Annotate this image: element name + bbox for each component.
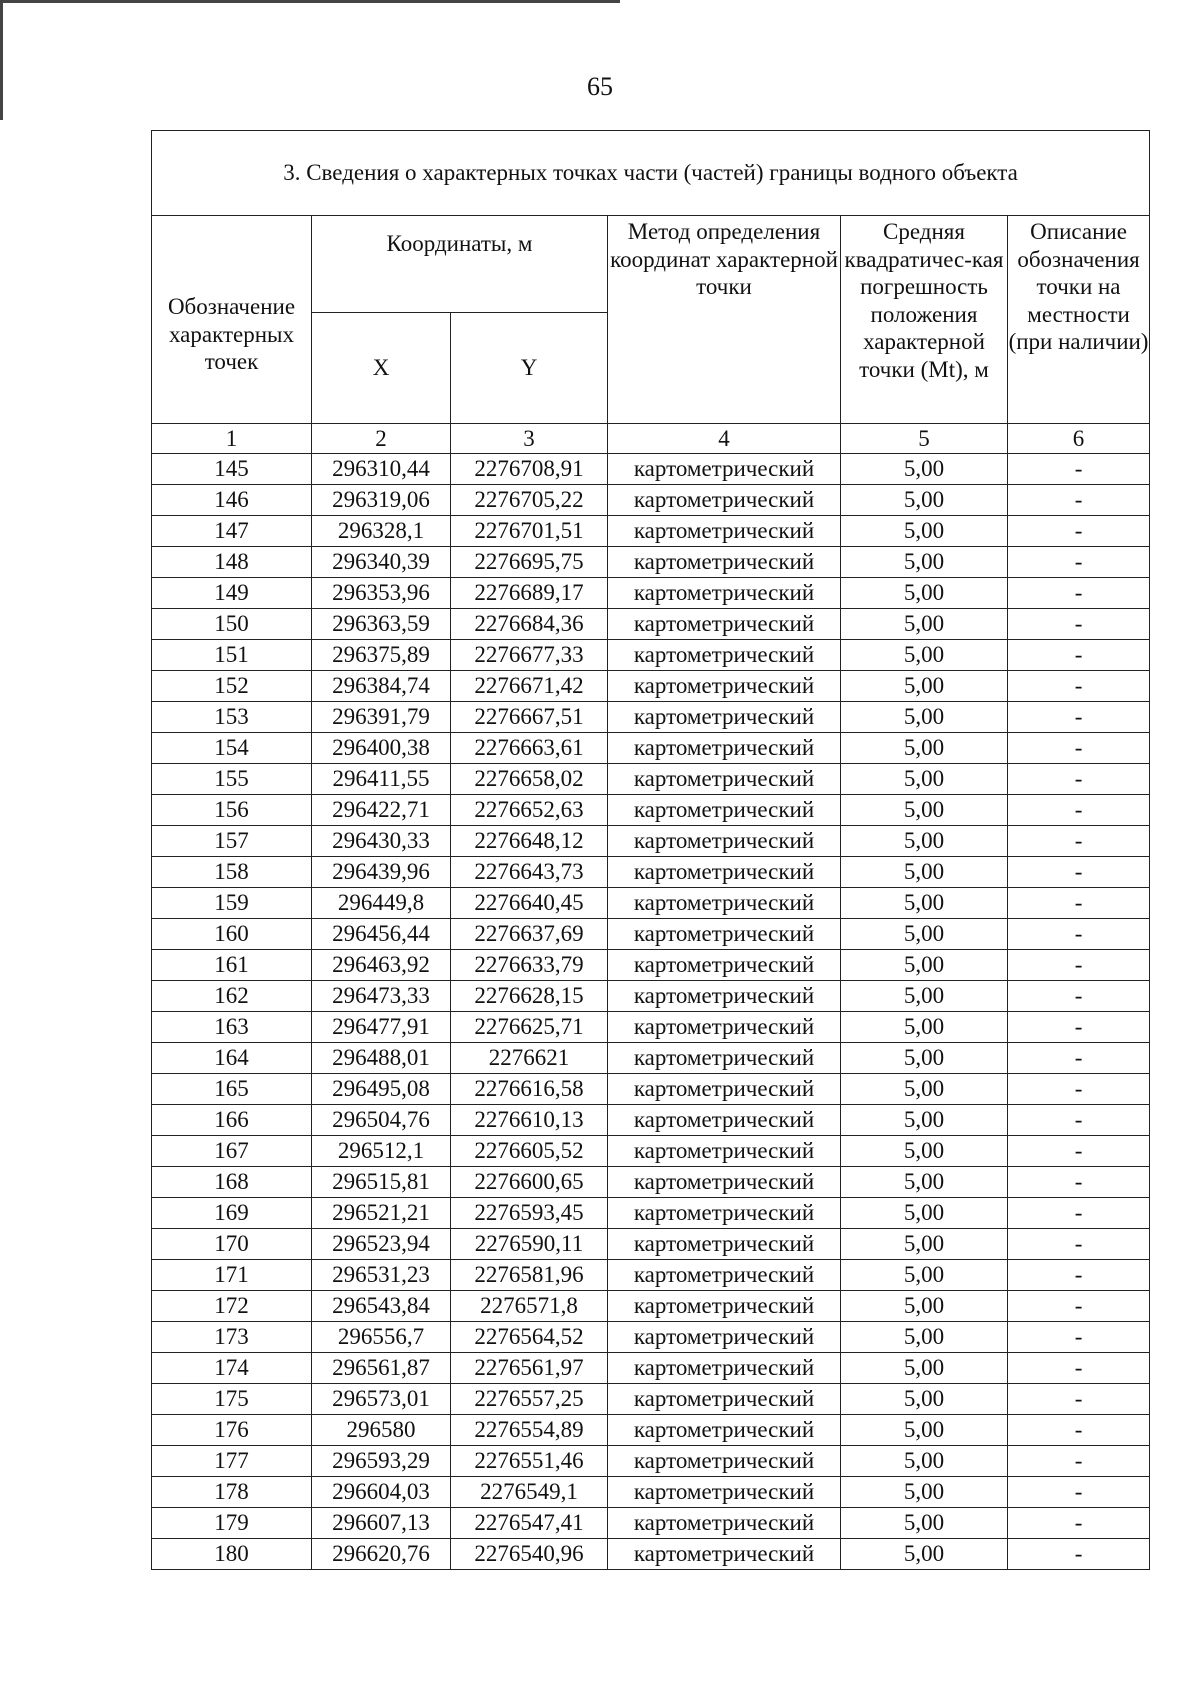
method-cell: картометрический [608, 671, 841, 702]
y-coordinate-cell: 2276628,15 [451, 981, 608, 1012]
description-cell: - [1008, 640, 1150, 671]
description-cell: - [1008, 485, 1150, 516]
table-row [152, 1477, 1150, 1508]
method-cell: картометрический [608, 1260, 841, 1291]
description-cell: - [1008, 981, 1150, 1012]
table-row [152, 1198, 1150, 1229]
method-cell: картометрический [608, 485, 841, 516]
point-id-cell: 150 [152, 609, 312, 640]
y-coordinate-cell: 2276658,02 [451, 764, 608, 795]
description-cell: - [1008, 702, 1150, 733]
description-cell: - [1008, 919, 1150, 950]
y-coordinate-cell: 2276708,91 [451, 454, 608, 485]
table-row [152, 888, 1150, 919]
point-id-cell: 151 [152, 640, 312, 671]
boundary-points-table [151, 130, 1150, 1570]
point-id-cell: 170 [152, 1229, 312, 1260]
column-number: 1 [152, 424, 312, 454]
accuracy-cell: 5,00 [841, 764, 1008, 795]
x-coordinate-cell: 296463,92 [312, 950, 451, 981]
y-coordinate-cell: 2276540,96 [451, 1539, 608, 1570]
y-coordinate-cell: 2276590,11 [451, 1229, 608, 1260]
table-row [152, 1508, 1150, 1539]
table-row [152, 1167, 1150, 1198]
x-coordinate-cell: 296400,38 [312, 733, 451, 764]
table-row [152, 702, 1150, 733]
y-coordinate-cell: 2276561,97 [451, 1353, 608, 1384]
table-row [152, 795, 1150, 826]
table-row [152, 1322, 1150, 1353]
table-row [152, 640, 1150, 671]
table-row [152, 919, 1150, 950]
x-coordinate-cell: 296328,1 [312, 516, 451, 547]
y-coordinate-cell: 2276684,36 [451, 609, 608, 640]
table-row [152, 826, 1150, 857]
table-row [152, 1353, 1150, 1384]
header-description: Описание обозначения точки на местности (при наличии) [1008, 216, 1150, 424]
y-coordinate-cell: 2276610,13 [451, 1105, 608, 1136]
y-coordinate-cell: 2276581,96 [451, 1260, 608, 1291]
point-id-cell: 167 [152, 1136, 312, 1167]
description-cell: - [1008, 764, 1150, 795]
table-row [152, 950, 1150, 981]
description-cell: - [1008, 1291, 1150, 1322]
method-cell: картометрический [608, 1043, 841, 1074]
description-cell: - [1008, 1446, 1150, 1477]
table-row [152, 981, 1150, 1012]
method-cell: картометрический [608, 981, 841, 1012]
accuracy-cell: 5,00 [841, 547, 1008, 578]
table-row [152, 857, 1150, 888]
point-id-cell: 148 [152, 547, 312, 578]
description-cell: - [1008, 826, 1150, 857]
method-cell: картометрический [608, 764, 841, 795]
point-id-cell: 155 [152, 764, 312, 795]
x-coordinate-cell: 296310,44 [312, 454, 451, 485]
header-coordinates: Координаты, м [312, 216, 608, 313]
point-id-cell: 159 [152, 888, 312, 919]
y-coordinate-cell: 2276557,25 [451, 1384, 608, 1415]
x-coordinate-cell: 296488,01 [312, 1043, 451, 1074]
column-number: 6 [1008, 424, 1150, 454]
y-coordinate-cell: 2276551,46 [451, 1446, 608, 1477]
accuracy-cell: 5,00 [841, 1477, 1008, 1508]
y-coordinate-cell: 2276695,75 [451, 547, 608, 578]
y-coordinate-cell: 2276637,69 [451, 919, 608, 950]
description-cell: - [1008, 1167, 1150, 1198]
x-coordinate-cell: 296604,03 [312, 1477, 451, 1508]
table-row [152, 1136, 1150, 1167]
accuracy-cell: 5,00 [841, 454, 1008, 485]
method-cell: картометрический [608, 1291, 841, 1322]
accuracy-cell: 5,00 [841, 1508, 1008, 1539]
method-cell: картометрический [608, 547, 841, 578]
point-id-cell: 152 [152, 671, 312, 702]
point-id-cell: 145 [152, 454, 312, 485]
x-coordinate-cell: 296449,8 [312, 888, 451, 919]
x-coordinate-cell: 296521,21 [312, 1198, 451, 1229]
x-coordinate-cell: 296319,06 [312, 485, 451, 516]
x-coordinate-cell: 296353,96 [312, 578, 451, 609]
point-id-cell: 162 [152, 981, 312, 1012]
accuracy-cell: 5,00 [841, 671, 1008, 702]
accuracy-cell: 5,00 [841, 1260, 1008, 1291]
description-cell: - [1008, 733, 1150, 764]
x-coordinate-cell: 296620,76 [312, 1539, 451, 1570]
method-cell: картометрический [608, 1446, 841, 1477]
description-cell: - [1008, 888, 1150, 919]
method-cell: картометрический [608, 950, 841, 981]
method-cell: картометрический [608, 702, 841, 733]
accuracy-cell: 5,00 [841, 1198, 1008, 1229]
accuracy-cell: 5,00 [841, 981, 1008, 1012]
x-coordinate-cell: 296411,55 [312, 764, 451, 795]
accuracy-cell: 5,00 [841, 1291, 1008, 1322]
table-row [152, 516, 1150, 547]
accuracy-cell: 5,00 [841, 1105, 1008, 1136]
description-cell: - [1008, 578, 1150, 609]
column-number-row [152, 424, 1150, 454]
method-cell: картометрический [608, 640, 841, 671]
y-coordinate-cell: 2276625,71 [451, 1012, 608, 1043]
accuracy-cell: 5,00 [841, 1043, 1008, 1074]
x-coordinate-cell: 296531,23 [312, 1260, 451, 1291]
point-id-cell: 166 [152, 1105, 312, 1136]
method-cell: картометрический [608, 733, 841, 764]
method-cell: картометрический [608, 1322, 841, 1353]
x-coordinate-cell: 296375,89 [312, 640, 451, 671]
point-id-cell: 154 [152, 733, 312, 764]
point-id-cell: 173 [152, 1322, 312, 1353]
x-coordinate-cell: 296495,08 [312, 1074, 451, 1105]
point-id-cell: 177 [152, 1446, 312, 1477]
table-row [152, 1446, 1150, 1477]
method-cell: картометрический [608, 609, 841, 640]
method-cell: картометрический [608, 1477, 841, 1508]
x-coordinate-cell: 296607,13 [312, 1508, 451, 1539]
description-cell: - [1008, 1322, 1150, 1353]
table-title: 3. Сведения о характерных точках части (частей) границы водного объекта [152, 131, 1150, 216]
accuracy-cell: 5,00 [841, 1012, 1008, 1043]
point-id-cell: 157 [152, 826, 312, 857]
description-cell: - [1008, 795, 1150, 826]
table-row [152, 1105, 1150, 1136]
point-id-cell: 179 [152, 1508, 312, 1539]
column-number: 5 [841, 424, 1008, 454]
description-cell: - [1008, 547, 1150, 578]
x-coordinate-cell: 296515,81 [312, 1167, 451, 1198]
description-cell: - [1008, 516, 1150, 547]
x-coordinate-cell: 296556,7 [312, 1322, 451, 1353]
x-coordinate-cell: 296340,39 [312, 547, 451, 578]
method-cell: картометрический [608, 1105, 841, 1136]
method-cell: картометрический [608, 795, 841, 826]
table-row [152, 485, 1150, 516]
scan-edge-left [0, 0, 3, 120]
x-coordinate-cell: 296593,29 [312, 1446, 451, 1477]
header-designation: Обозначение характерных точек [152, 216, 312, 424]
table-row [152, 764, 1150, 795]
method-cell: картометрический [608, 1415, 841, 1446]
x-coordinate-cell: 296477,91 [312, 1012, 451, 1043]
method-cell: картометрический [608, 888, 841, 919]
accuracy-cell: 5,00 [841, 1353, 1008, 1384]
y-coordinate-cell: 2276677,33 [451, 640, 608, 671]
description-cell: - [1008, 1477, 1150, 1508]
x-coordinate-cell: 296523,94 [312, 1229, 451, 1260]
y-coordinate-cell: 2276643,73 [451, 857, 608, 888]
column-number: 4 [608, 424, 841, 454]
table-row [152, 1229, 1150, 1260]
y-coordinate-cell: 2276621 [451, 1043, 608, 1074]
x-coordinate-cell: 296580 [312, 1415, 451, 1446]
y-coordinate-cell: 2276701,51 [451, 516, 608, 547]
page-number: 65 [587, 72, 613, 101]
description-cell: - [1008, 1198, 1150, 1229]
x-coordinate-cell: 296504,76 [312, 1105, 451, 1136]
point-id-cell: 156 [152, 795, 312, 826]
x-coordinate-cell: 296512,1 [312, 1136, 451, 1167]
table-row [152, 454, 1150, 485]
point-id-cell: 153 [152, 702, 312, 733]
accuracy-cell: 5,00 [841, 826, 1008, 857]
scan-edge-top [0, 0, 620, 3]
point-id-cell: 172 [152, 1291, 312, 1322]
description-cell: - [1008, 1260, 1150, 1291]
description-cell: - [1008, 1012, 1150, 1043]
y-coordinate-cell: 2276671,42 [451, 671, 608, 702]
accuracy-cell: 5,00 [841, 1136, 1008, 1167]
point-id-cell: 164 [152, 1043, 312, 1074]
column-number: 2 [312, 424, 451, 454]
method-cell: картометрический [608, 1167, 841, 1198]
y-coordinate-cell: 2276667,51 [451, 702, 608, 733]
description-cell: - [1008, 1229, 1150, 1260]
y-coordinate-cell: 2276605,52 [451, 1136, 608, 1167]
x-coordinate-cell: 296473,33 [312, 981, 451, 1012]
table-row [152, 1043, 1150, 1074]
y-coordinate-cell: 2276689,17 [451, 578, 608, 609]
accuracy-cell: 5,00 [841, 795, 1008, 826]
description-cell: - [1008, 1539, 1150, 1570]
y-coordinate-cell: 2276571,8 [451, 1291, 608, 1322]
x-coordinate-cell: 296561,87 [312, 1353, 451, 1384]
table-row [152, 547, 1150, 578]
method-cell: картометрический [608, 1508, 841, 1539]
accuracy-cell: 5,00 [841, 733, 1008, 764]
header-x: X [312, 313, 451, 424]
x-coordinate-cell: 296422,71 [312, 795, 451, 826]
point-id-cell: 161 [152, 950, 312, 981]
method-cell: картометрический [608, 1012, 841, 1043]
description-cell: - [1008, 950, 1150, 981]
x-coordinate-cell: 296384,74 [312, 671, 451, 702]
method-cell: картометрический [608, 1539, 841, 1570]
description-cell: - [1008, 1074, 1150, 1105]
table-row [152, 1384, 1150, 1415]
header-accuracy: Средняя квадратичес-кая погрешность положения характерной точки (Mt), м [841, 216, 1008, 424]
point-id-cell: 163 [152, 1012, 312, 1043]
x-coordinate-cell: 296391,79 [312, 702, 451, 733]
point-id-cell: 176 [152, 1415, 312, 1446]
point-id-cell: 169 [152, 1198, 312, 1229]
y-coordinate-cell: 2276648,12 [451, 826, 608, 857]
accuracy-cell: 5,00 [841, 1074, 1008, 1105]
accuracy-cell: 5,00 [841, 1446, 1008, 1477]
accuracy-cell: 5,00 [841, 516, 1008, 547]
point-id-cell: 171 [152, 1260, 312, 1291]
accuracy-cell: 5,00 [841, 1539, 1008, 1570]
method-cell: картометрический [608, 1384, 841, 1415]
accuracy-cell: 5,00 [841, 1384, 1008, 1415]
accuracy-cell: 5,00 [841, 1415, 1008, 1446]
method-cell: картометрический [608, 578, 841, 609]
y-coordinate-cell: 2276547,41 [451, 1508, 608, 1539]
accuracy-cell: 5,00 [841, 857, 1008, 888]
point-id-cell: 168 [152, 1167, 312, 1198]
point-id-cell: 175 [152, 1384, 312, 1415]
y-coordinate-cell: 2276593,45 [451, 1198, 608, 1229]
point-id-cell: 149 [152, 578, 312, 609]
accuracy-cell: 5,00 [841, 1167, 1008, 1198]
method-cell: картометрический [608, 1136, 841, 1167]
point-id-cell: 147 [152, 516, 312, 547]
description-cell: - [1008, 1384, 1150, 1415]
x-coordinate-cell: 296543,84 [312, 1291, 451, 1322]
x-coordinate-cell: 296456,44 [312, 919, 451, 950]
accuracy-cell: 5,00 [841, 1229, 1008, 1260]
y-coordinate-cell: 2276554,89 [451, 1415, 608, 1446]
table-row [152, 1291, 1150, 1322]
description-cell: - [1008, 609, 1150, 640]
description-cell: - [1008, 857, 1150, 888]
point-id-cell: 146 [152, 485, 312, 516]
description-cell: - [1008, 1105, 1150, 1136]
header-y: Y [451, 313, 608, 424]
method-cell: картометрический [608, 1198, 841, 1229]
point-id-cell: 160 [152, 919, 312, 950]
column-number: 3 [451, 424, 608, 454]
accuracy-cell: 5,00 [841, 485, 1008, 516]
point-id-cell: 174 [152, 1353, 312, 1384]
method-cell: картометрический [608, 1229, 841, 1260]
accuracy-cell: 5,00 [841, 1322, 1008, 1353]
method-cell: картометрический [608, 826, 841, 857]
table-row [152, 1012, 1150, 1043]
accuracy-cell: 5,00 [841, 578, 1008, 609]
y-coordinate-cell: 2276616,58 [451, 1074, 608, 1105]
point-id-cell: 178 [152, 1477, 312, 1508]
accuracy-cell: 5,00 [841, 702, 1008, 733]
method-cell: картометрический [608, 1353, 841, 1384]
method-cell: картометрический [608, 454, 841, 485]
y-coordinate-cell: 2276633,79 [451, 950, 608, 981]
y-coordinate-cell: 2276564,52 [451, 1322, 608, 1353]
description-cell: - [1008, 671, 1150, 702]
description-cell: - [1008, 1415, 1150, 1446]
y-coordinate-cell: 2276652,63 [451, 795, 608, 826]
table-row [152, 609, 1150, 640]
description-cell: - [1008, 1043, 1150, 1074]
method-cell: картометрический [608, 919, 841, 950]
x-coordinate-cell: 296439,96 [312, 857, 451, 888]
table-row [152, 1260, 1150, 1291]
table-row [152, 733, 1150, 764]
description-cell: - [1008, 454, 1150, 485]
point-id-cell: 180 [152, 1539, 312, 1570]
method-cell: картометрический [608, 857, 841, 888]
description-cell: - [1008, 1508, 1150, 1539]
accuracy-cell: 5,00 [841, 640, 1008, 671]
accuracy-cell: 5,00 [841, 919, 1008, 950]
table-row [152, 1074, 1150, 1105]
accuracy-cell: 5,00 [841, 950, 1008, 981]
y-coordinate-cell: 2276663,61 [451, 733, 608, 764]
x-coordinate-cell: 296573,01 [312, 1384, 451, 1415]
x-coordinate-cell: 296430,33 [312, 826, 451, 857]
point-id-cell: 165 [152, 1074, 312, 1105]
accuracy-cell: 5,00 [841, 888, 1008, 919]
header-method: Метод определения координат характерной точки [608, 216, 841, 424]
table-row [152, 578, 1150, 609]
method-cell: картометрический [608, 1074, 841, 1105]
accuracy-cell: 5,00 [841, 609, 1008, 640]
description-cell: - [1008, 1136, 1150, 1167]
point-id-cell: 158 [152, 857, 312, 888]
y-coordinate-cell: 2276600,65 [451, 1167, 608, 1198]
y-coordinate-cell: 2276640,45 [451, 888, 608, 919]
method-cell: картометрический [608, 516, 841, 547]
table-row [152, 1539, 1150, 1570]
table-row [152, 1415, 1150, 1446]
y-coordinate-cell: 2276549,1 [451, 1477, 608, 1508]
x-coordinate-cell: 296363,59 [312, 609, 451, 640]
description-cell: - [1008, 1353, 1150, 1384]
y-coordinate-cell: 2276705,22 [451, 485, 608, 516]
table-row [152, 671, 1150, 702]
